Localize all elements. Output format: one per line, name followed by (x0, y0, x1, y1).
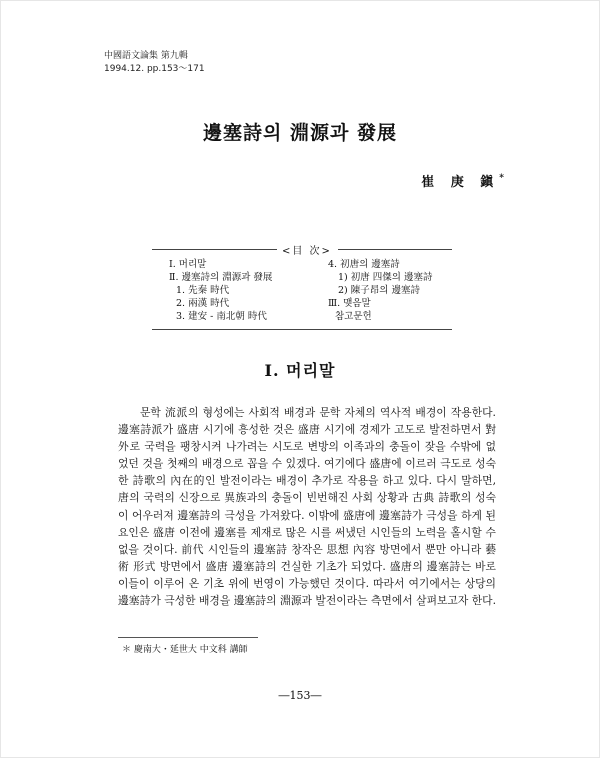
toc-item: 3. 建安 - 南北朝 時代 (176, 311, 267, 322)
toc-item: 1. 先秦 時代 (176, 285, 230, 296)
section-heading: Ⅰ. 머리말 (264, 361, 336, 380)
author-name: 崔 庚 鎭 (421, 175, 500, 190)
toc-item: 참고문헌 (335, 311, 372, 322)
toc-left-column (169, 258, 272, 323)
page-number: ―153― (278, 689, 322, 702)
journal-name: 中國語文論集 第九輯 (104, 51, 188, 61)
author-footnote: ＊ 慶南大・延世大 中文科 講師 (122, 645, 248, 655)
footnote-rule (118, 637, 258, 638)
table-of-contents (152, 243, 452, 333)
toc-rule-bottom (152, 329, 452, 330)
journal-issue: 1994.12. pp.153～171 (104, 64, 205, 74)
toc-rule-right (338, 249, 452, 250)
toc-rule-left (152, 249, 277, 250)
toc-item: 4. 初唐의 邊塞詩 (328, 259, 400, 270)
toc-item: Ⅱ. 邊塞詩의 淵源과 發展 (169, 272, 273, 283)
toc-item: 2. 兩漢 時代 (176, 298, 230, 309)
body-paragraph: 문학 流派의 형성에는 사회적 배경과 문학 자체의 역사적 배경이 작용한다. 邊塞詩派가 盛唐 시기에 흥성한 것은 盛唐 시기에 경제가 고도로 발전하면서 對外로 국력을 팽창시켜 나가려는 시도로 변방의 이족과의 충돌이 잦을 수밖에 없었던 것을 첫째의 배경으로 꼽을 수 있겠다. 여기에다 盛唐에 이르러 극도로 성숙한 詩歌의 內在的인 발전이라는 배경이 추가로 작용을 하고 있다. 다시 말하면, 唐의 국력의 신장으로 異族과의 충돌이 빈번해진 사회 상황과 古典 詩歌의 성숙이 어우러져 邊塞詩의 극성을 가져왔다. 이밖에 盛唐에 邊塞詩가 극성을 하게 된 요인은 盛唐 이전에 邊塞를 제재로 많은 시를 써냈던 시인들의 노력을 홀시할 수 없을 것이다. 前代 시인들의 邊塞詩 창작은 思想 內容 방면에서 뿐만 아니라 藝術 形式 방면에서 盛唐 邊塞詩의 건실한 기초가 되었다. 盛唐의 邊塞詩는 바로 이들이 이루어 온 기초 위에 번영이 가능했던 것이다. 따라서 여기에서는 상당의 邊塞詩가 극성한 배경을 邊塞詩의 淵源과 발전이라는 측면에서 살펴보고자 한다. (118, 406, 497, 608)
toc-right-column (328, 258, 433, 323)
toc-heading: <目 次> (282, 246, 332, 257)
author-footnote-mark: * (499, 173, 504, 184)
article-title: 邊塞詩의 淵源과 發展 (203, 122, 397, 144)
toc-item: Ⅰ. 머리말 (169, 259, 207, 270)
journal-info (104, 50, 205, 76)
toc-item: 1) 初唐 四傑의 邊塞詩 (338, 272, 433, 283)
toc-item: Ⅲ. 맺음말 (328, 298, 371, 309)
body-text (118, 404, 496, 609)
author-line (421, 171, 504, 190)
toc-item: 2) 陳子昂의 邊塞詩 (338, 285, 420, 296)
